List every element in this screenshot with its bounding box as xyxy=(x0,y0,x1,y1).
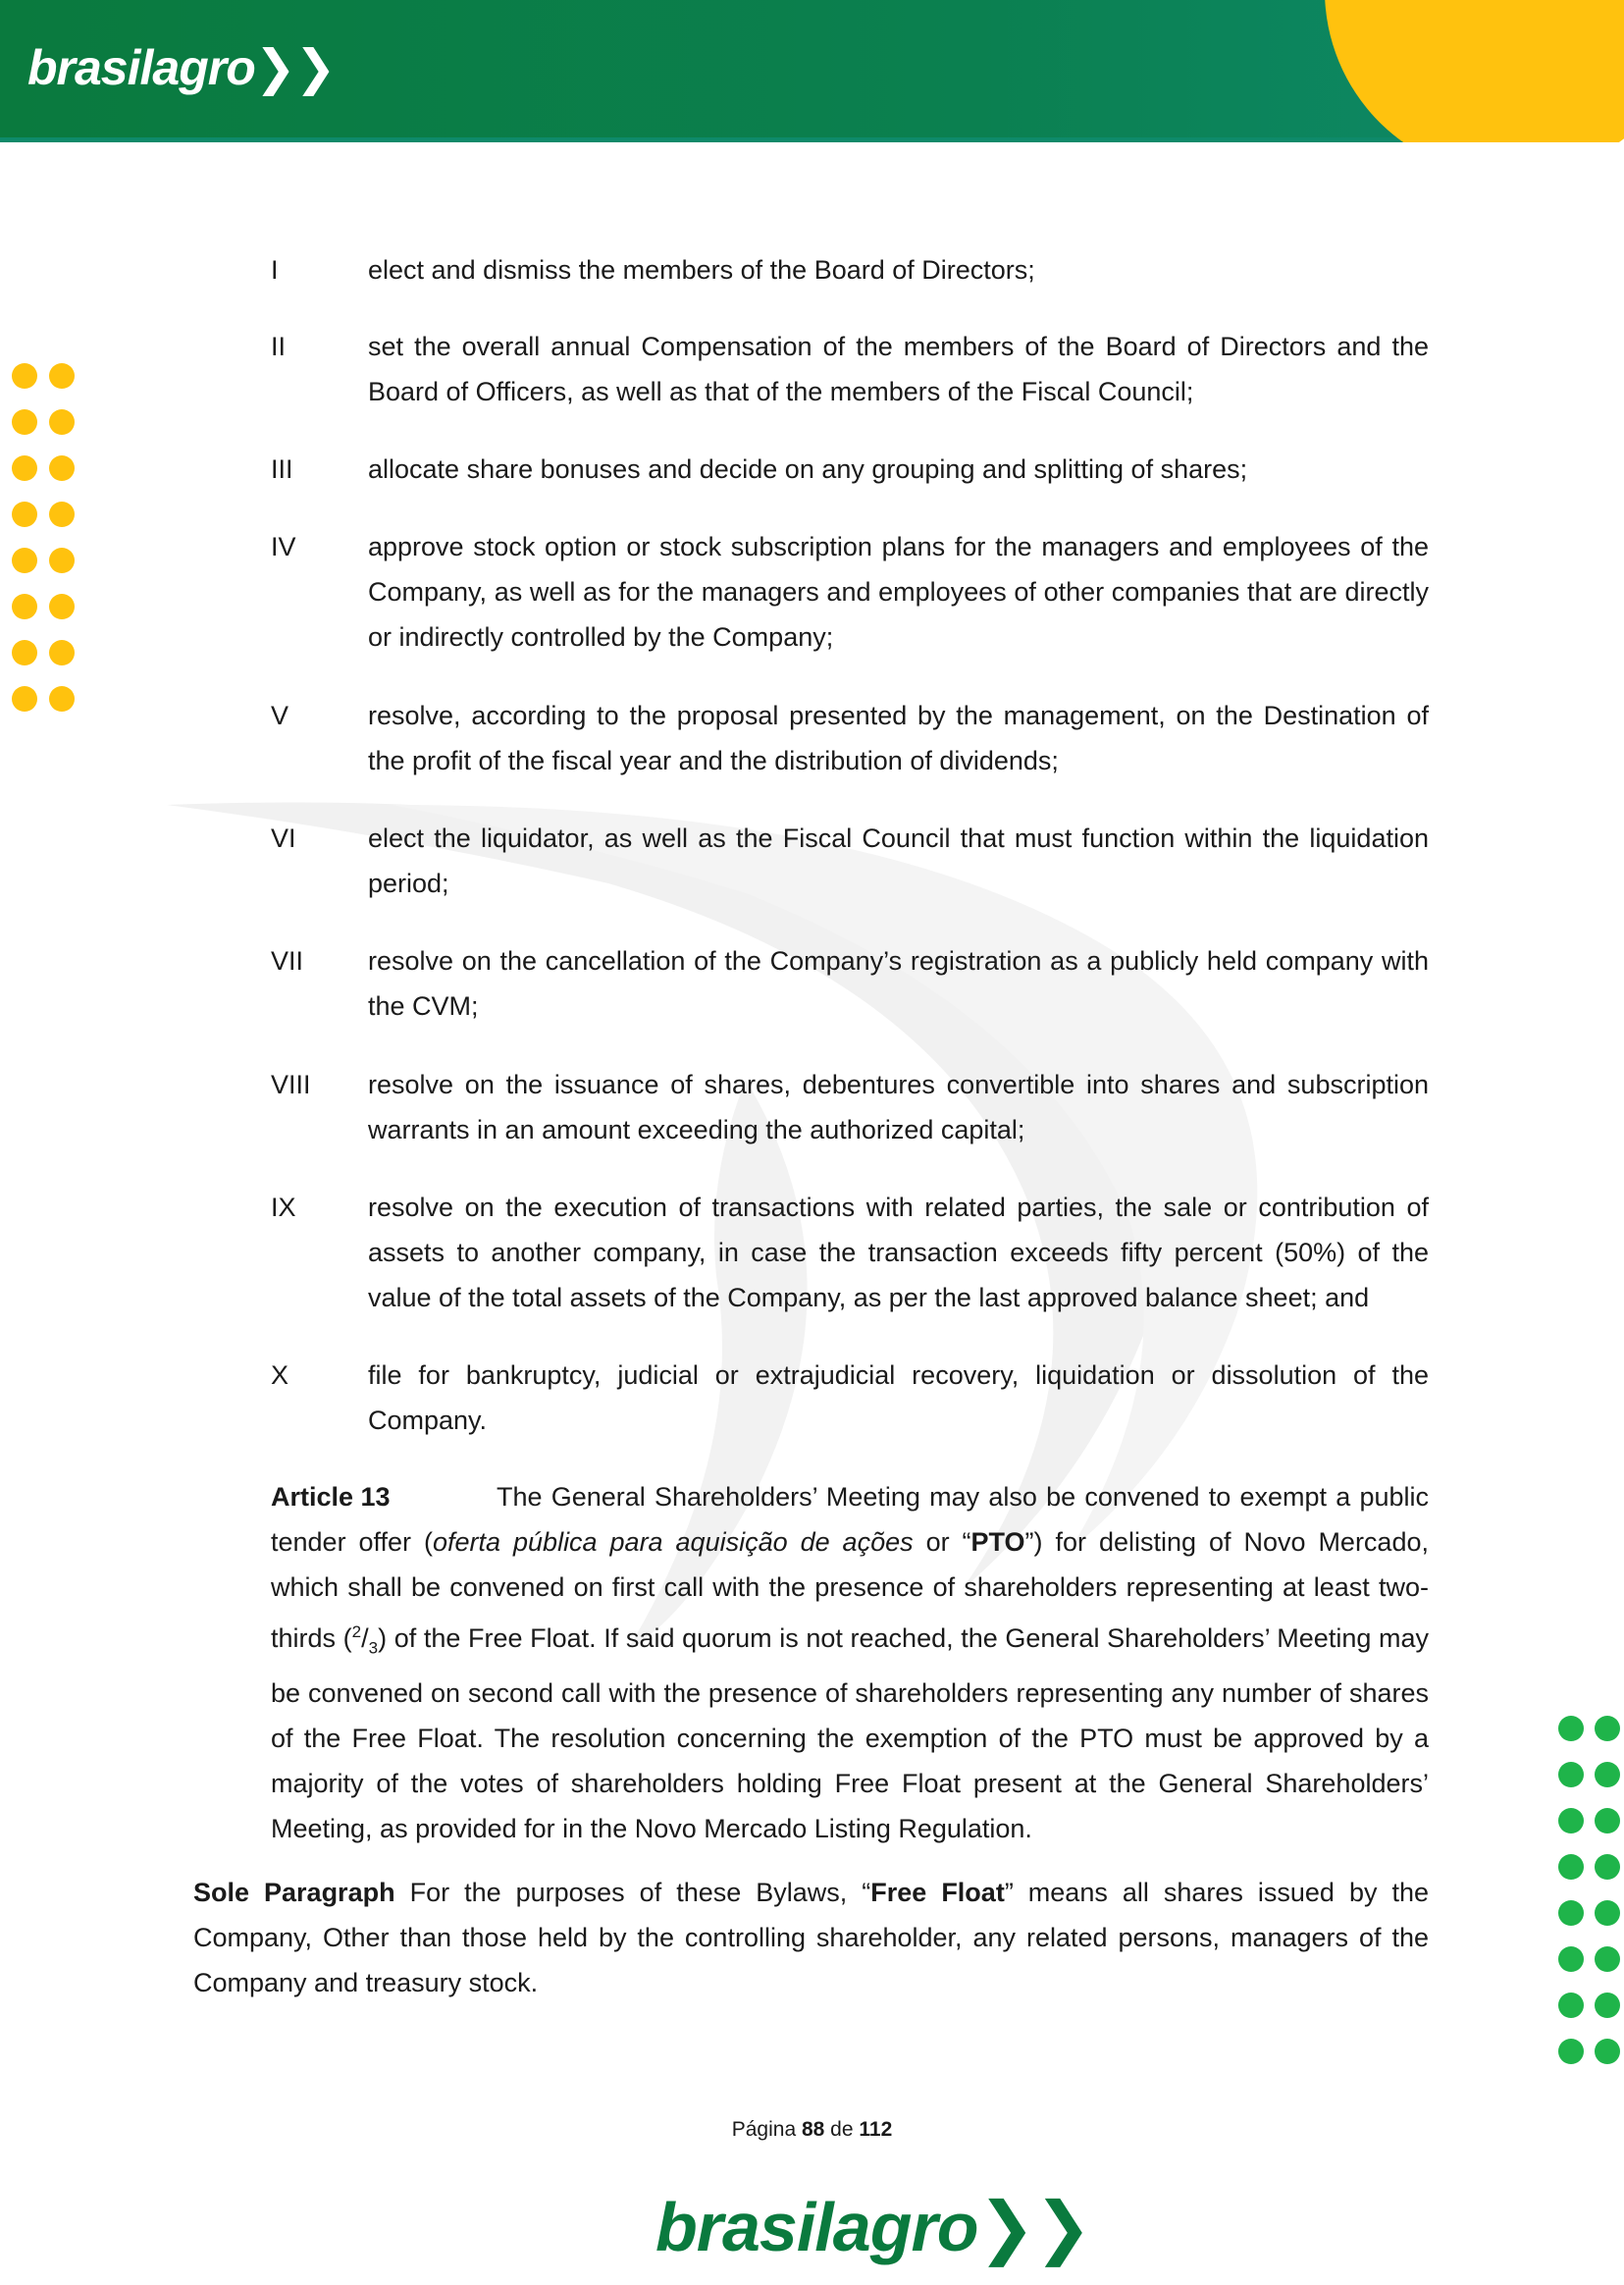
article-13-paragraph: Article 13 The General Shareholders’ Meeting may also be convened to exempt a public tender offer (oferta pública para aquisição de ações or “PTO”) for delisting of Novo Mercado, which shall be convened on first call with the presence of shareholders representing at least two-thirds $(^2/_3)$ of the Free Float. If said quorum is not reached, the General Shareholders’ Meeting may be convened on second call with the presence of shareholders representing any number of shares of the Free Float. The resolution concerning the exemption of the PTO must be approved by a majority of the votes of shareholders holding Free Float present at the General Shareholders’ Meeting, as provided for in the Novo Mercado Listing Regulation. xyxy=(271,1474,1429,1851)
item-number: VI xyxy=(271,824,296,853)
item-text: set the overall annual Compensation of the members of the Board of Directors and the Board of Officers, as well as that of the members of the Fiscal Council; xyxy=(368,332,1429,406)
item-number: II xyxy=(271,332,287,361)
item-text: resolve on the execution of transactions with related parties, the sale or contribution of assets to another company, in case the transaction exceeds fifty percent (50%) of the value of the total assets of the Company, as per the last approved balance sheet; and xyxy=(368,1193,1429,1312)
item-number: VII xyxy=(271,946,304,976)
logo-chevron-icon: ❯❯ xyxy=(977,2189,1091,2265)
item-text: file for bankruptcy, judicial or extrajudicial recovery, liquidation or dissolution of the Company. xyxy=(368,1360,1429,1435)
article-13-label: Article 13 xyxy=(271,1482,391,1512)
item-number: IV xyxy=(271,532,296,561)
sole-paragraph: Sole Paragraph For the purposes of these Bylaws, “Free Float” means all shares issued by the Company, Other than those held by the controlling shareholder, any related persons, managers of the Company and treasury stock. xyxy=(193,1878,1429,1997)
item-number: VIII xyxy=(271,1070,311,1099)
free-float-term: Free Float xyxy=(870,1878,1005,1907)
item-text: elect the liquidator, as well as the Fiscal Council that must function within the liquidation period; xyxy=(368,824,1429,898)
logo-chevron-icon: ❯❯ xyxy=(254,40,336,95)
pto-abbreviation: PTO xyxy=(970,1527,1025,1557)
sole-paragraph-label: Sole Paragraph xyxy=(193,1878,395,1907)
item-text: elect and dismiss the members of the Board of Directors; xyxy=(368,255,1035,285)
item-number: III xyxy=(271,454,293,484)
item-text: resolve, according to the proposal presented by the management, on the Destination of the profit of the fiscal year and the distribution of dividends; xyxy=(368,701,1429,775)
item-text: approve stock option or stock subscription plans for the managers and employees of the Company, as well as for the managers and employees of other companies that are directly or indirectly controlled by the Company; xyxy=(368,532,1429,652)
item-text: resolve on the issuance of shares, debentures convertible into shares and subscription warrants in an amount exceeding the authorized capital; xyxy=(368,1070,1429,1144)
brand-logo-top: brasilagro❯❯ xyxy=(27,40,336,95)
item-number: I xyxy=(271,255,279,285)
brand-logo-bottom: brasilagro❯❯ xyxy=(655,2189,1091,2265)
item-text: resolve on the cancellation of the Company’s registration as a publicly held company with the CVM; xyxy=(368,946,1429,1021)
item-number: X xyxy=(271,1360,289,1390)
page-number: Página 88 de 112 xyxy=(731,2118,893,2141)
item-text: allocate share bonuses and decide on any grouping and splitting of shares; xyxy=(368,454,1248,484)
item-number: IX xyxy=(271,1193,296,1222)
item-number: V xyxy=(271,701,289,730)
pto-portuguese-term: oferta pública para aquisição de ações xyxy=(433,1527,914,1557)
